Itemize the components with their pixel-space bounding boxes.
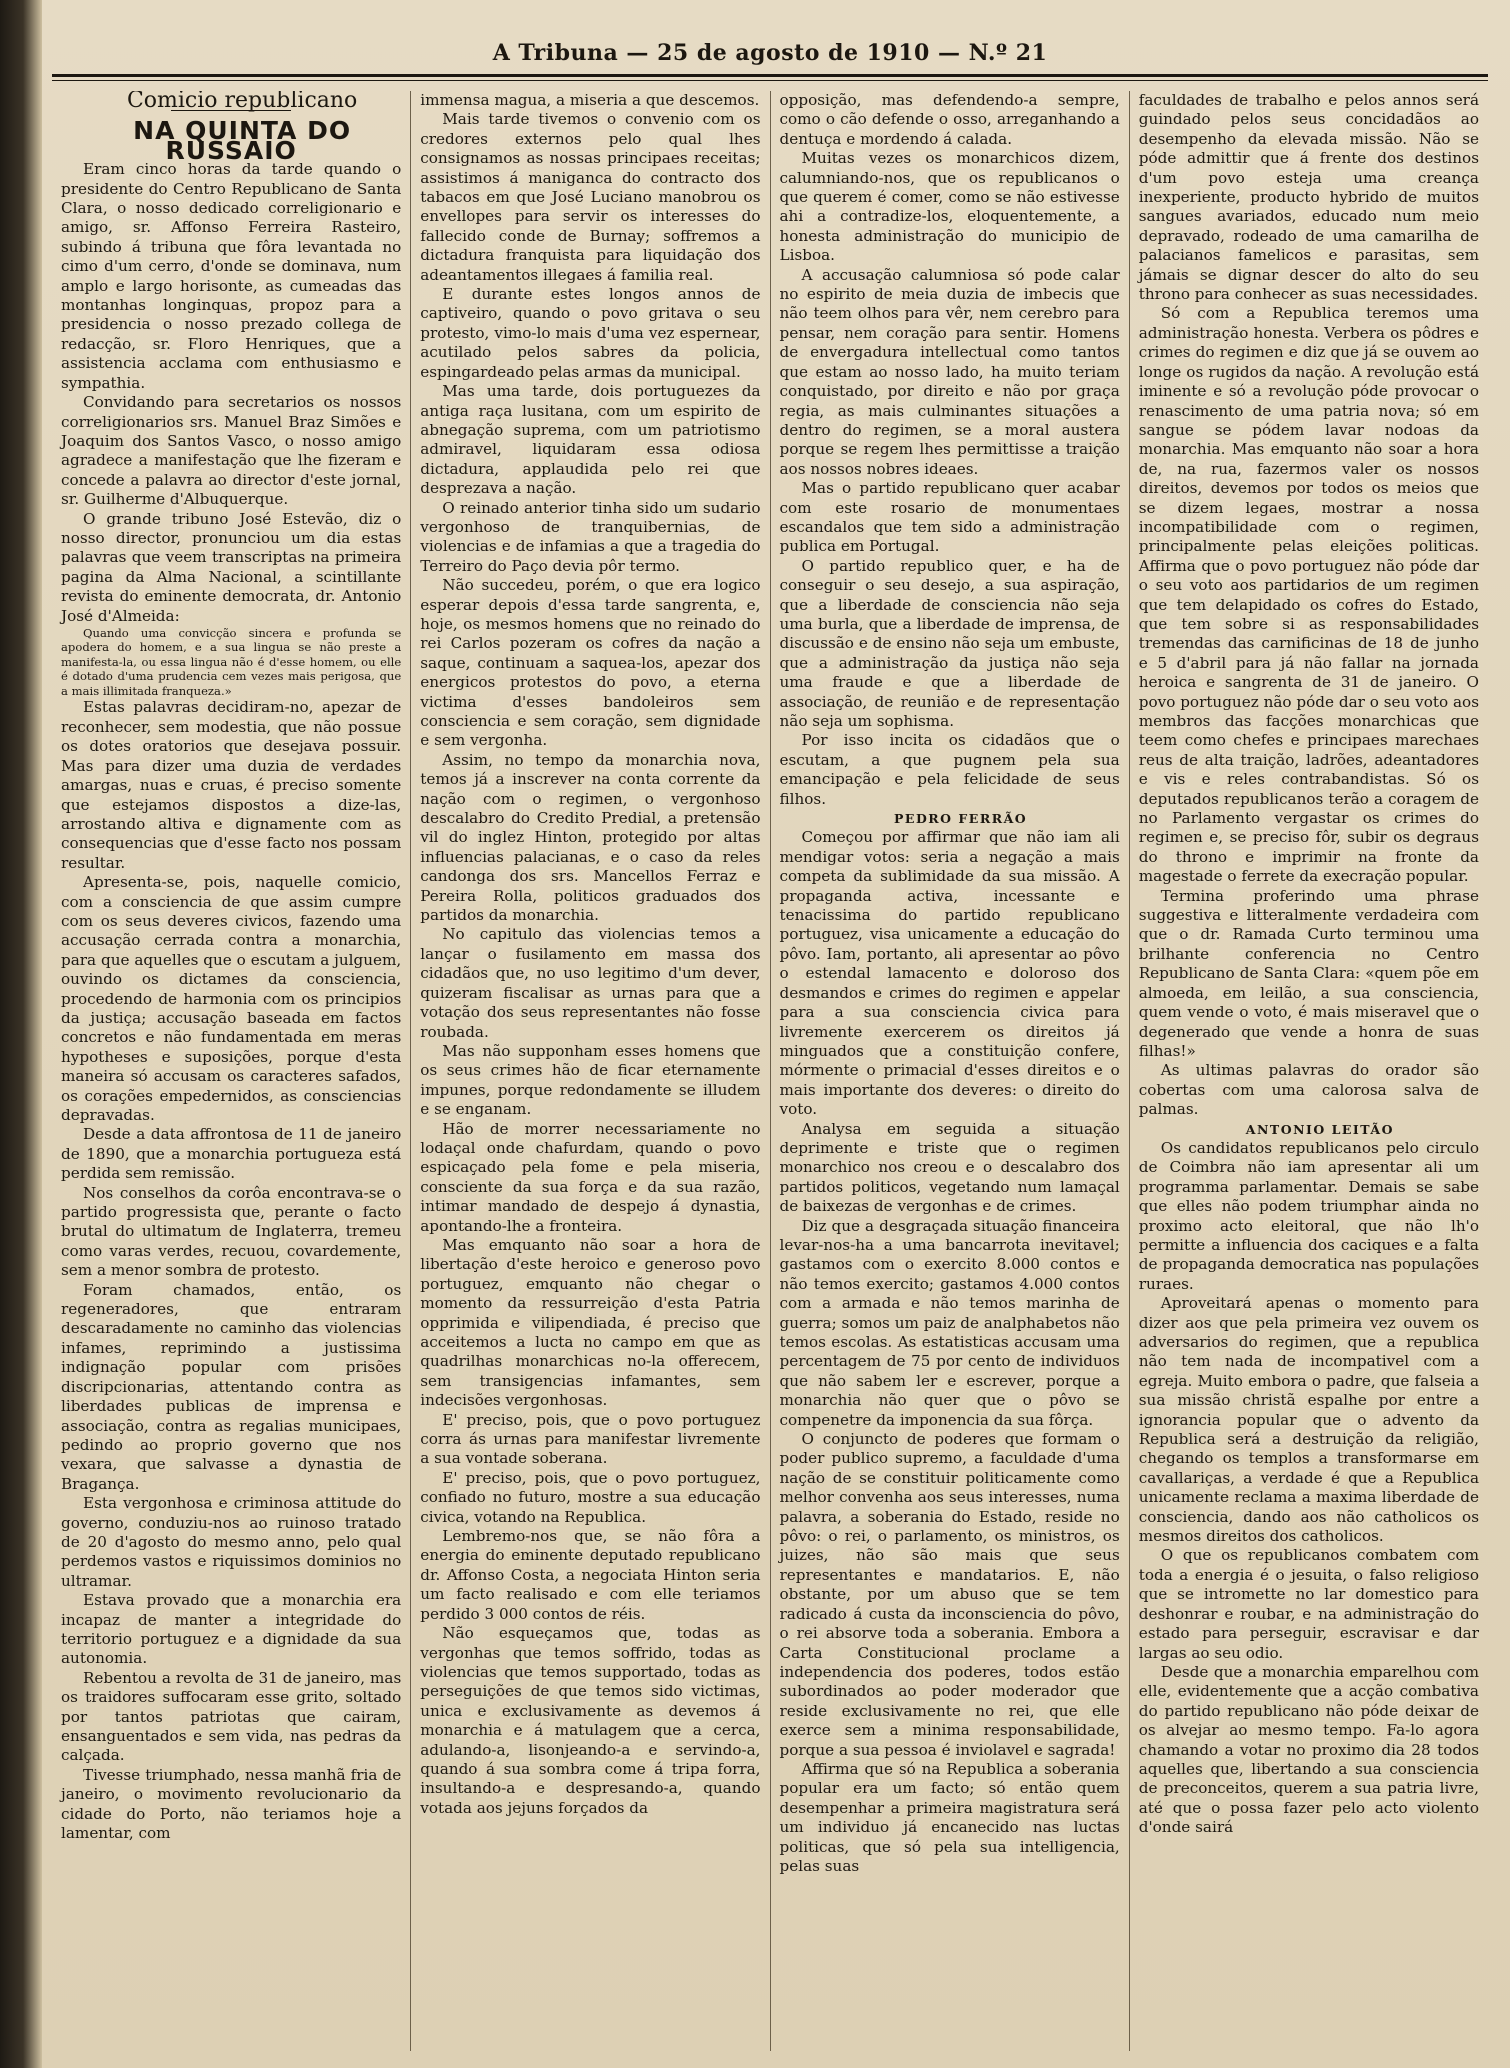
paragraph: Diz que a desgraçada situação financeira levar-nos-ha a uma bancarrota inevitavel; gastamos com o exercito 8.000 contos e não temos exercito; gastamos 4.000 contos com a armada e não temos marinha de guerra; somos um paiz de analphabetos não temos escolas. As estatisticas accusam uma percentagem de 75 por cento de individuos que não sabem ler e escrever, porque a monarchia não quer que o pôvo se compenetre da imponencia da sua fôrça. [779,1216,1120,1429]
paragraph: Desde a data affrontosa de 11 de janeiro de 1890, que a monarchia portugueza está perdida sem remissão. [61,1125,402,1183]
paragraph: Lembremo-nos que, se não fôra a energia do eminente deputado republicano dr. Affonso Costa, a negociata Hinton seria um facto realisado e com elle teriamos perdido 3 000 contos de réis. [420,1527,761,1623]
paragraph: O que os republicanos combatem com toda a energia é o jesuita, o falso religioso que se intromette no lar domestico para deshonrar e roubar, e na administração do estado para perseguir, escravisar e dar largas ao seu odio. [1138,1546,1479,1662]
paragraph: Nos conselhos da corôa encontrava-se o partido progressista que, perante o facto brutal do ultimatum de Inglaterra, tremeu como varas verdes, recuou, covardemente, sem a menor sombra de protesto. [61,1183,402,1280]
paragraph: No capitulo das violencias temos a lançar o fusilamento em massa dos cidadãos que, no uso legitimo d'um dever, quizeram fiscalisar as urnas para que a votação dos seus representantes não fosse roubada. [420,925,761,1041]
paragraph: O partido republico quer, e ha de conseguir o seu desejo, a sua aspiração, que a liberdade de consciencia não seja uma burla, que a liberdade de imprensa, de discussão e de ensino não seja um embuste, que a administração da justiça não seja uma fraude e que a liberdade de associação, de reunião e de representação não seja um sophisma. [779,556,1120,730]
paragraph: E' preciso, pois, que o povo portuguez corra ás urnas para manifestar livremente a sua vontade soberana. [420,1410,761,1468]
paragraph: Não esqueçamos que, todas as vergonhas que temos soffrido, todas as violencias que temos supportado, todas as perseguições de que temos sido victimas, unica e exclusivamente as devemos á monarchia e á matulagem que a cerca, adulando-a, lisonjeando-a e servindo-a, quando á sua sombra come á tripa forra, insultando-a e despresando-a, quando votada aos jejuns forçados da [420,1624,761,1817]
paragraph: Muitas vezes os monarchicos dizem, calumniando-nos, que os republicanos o que querem é comer, como se não estivesse ahi a contradize-los, eloquentemente, a honesta administração do municipio de Lisboa. [779,149,1120,265]
paragraph: O conjuncto de poderes que formam o poder publico supremo, a faculdade d'uma nação de se constituir politicamente como melhor convenha aos seus interesses, numa palavra, a soberania do Estado, reside no pôvo: o rei, o parlamento, os ministros, os juizes, não são mais que seus representantes e mandatarios. E, não obstante, por um abuso que se tem radicado á custa da inconsciencia do pôvo, o rei absorve toda a soberania. Embora a Carta Constitucional proclame a independencia dos poderes, todos estão subordinados ao poder moderador que reside exclusivamente no rei, que elle exerce sem a minima responsabilidade, porque a sua pessoa é inviolavel e sagrada! [779,1430,1120,1759]
block-quote: Quando uma convicção sincera e profunda se apodera do homem, e a sua lingua se não preste a manifesta-la, ou essa lingua não é d'esse homem, ou elle é dotado d'uma prudencia cem vezes mais perigosa, que a mais illimitada franqueza.» [61,625,402,698]
paragraph: Por isso incita os cidadãos que o escutam, a que pugnem pela sua emancipação e pela felicidade de seus filhos. [779,731,1120,808]
paragraph: As ultimas palavras do orador são cobertas com uma calorosa salva de palmas. [1138,1061,1479,1119]
paragraph: Mais tarde tivemos o convenio com os credores externos pelo qual lhes consignamos as nossas principaes receitas; assistimos á maniganca do contracto dos tabacos em que José Luciano manobrou os envellopes para servir os interesses do fallecido conde de Burnay; soffremos a dictadura franquista para liquidação dos adeantamentos illegaes á familia real. [420,110,761,284]
paragraph: Affirma que só na Republica a soberania popular era um facto; só então quem desempenhar a primeira magistratura será um individuo já encanecido nas luctas politicas, que só pela sua intelligencia, pelas suas [779,1759,1120,1875]
column-3 [771,91,1130,2051]
paragraph: Esta vergonhosa e criminosa attitude do governo, conduziu-nos ao ruinoso tratado de 20 d'agosto do mesmo anno, pelo qual perdemos vastos e riquissimos dominios no ultramar. [61,1494,402,1590]
paragraph: Só com a Republica teremos uma administração honesta. Verbera os pôdres e crimes do regimen e diz que já se ouvem ao longe os rugidos da nação. A revolução está iminente e só a revolução póde provocar o renascimento de uma patria nova; só em sangue se pódem lavar nodoas da monarchia. Mas emquanto não soar a hora de, na rua, fazermos valer os nossos direitos, devemos por todos os meios que se dizem legaes, mostrar a nossa incompatibilidade com o regimen, principalmente pelas eleições politicas. Affirma que o povo portuguez não póde dar o seu voto aos partidarios de um regimen que tem delapidado os cofres do Estado, que tem sobre si as responsabilidades tremendas das carnificinas de 18 de junho e 5 d'abril para já não fallar na jornada heroica e sangrenta de 31 de janeiro. O povo portuguez não póde dar o seu voto aos membros das facções monarchicas que teem como chefes e principaes marechaes reus de alta traição, ladrões, adeantadores e vis e reles contrabandistas. Só os deputados republicanos terão a coragem de no Parlamento vergastar os crimes do regimen e, se preciso fôr, subir os degraus do throno e imprimir na fronte da magestade o ferrete da execração popular. [1138,304,1479,886]
article-columns [52,91,1488,2051]
paragraph: E durante estes longos annos de captiveiro, quando o povo gritava o seu protesto, vimo-lo mais d'uma vez espernear, acutilado pelos sabres da policia, espingardeado pelas armas da municipal. [420,285,761,381]
paragraph: Eram cinco horas da tarde quando o presidente do Centro Republicano de Santa Clara, o nosso dedicado correligionario e amigo, sr. Affonso Ferreira Rasteiro, subindo á tribuna que fôra levantada no cimo d'um cerro, d'onde se dominava, num amplo e largo horisonte, as cumeadas das montanhas longinquas, propoz para a presidencia o nosso prezado collega de redacção, sr. Floro Henriques, que a assistencia acclama com enthusiasmo e sympathia. [61,160,402,392]
column-1 [52,91,411,2051]
paragraph: Mas não supponham esses homens que os seus crimes hão de ficar eternamente impunes, porque redondamente se illudem e se enganam. [420,1041,761,1119]
paragraph: Apresenta-se, pois, naquelle comicio, com a consciencia de que assim cumpre com os seus deveres civicos, fazendo uma accusação cerrada contra a monarchia, para que aquelles que o escutam a julguem, ouvindo os dictames da consciencia, procedendo de harmonia com os principios da justiça; accusação baseada em factos concretos e não fundamentada em meras hypotheses e suposições, porque d'esta maneira só accusam os caracteres safados, os corações empedernidos, as consciencias depravadas. [61,873,402,1124]
paragraph: O grande tribuno José Estevão, diz o nosso director, pronunciou um dia estas palavras que veem transcriptas na primeira pagina da Alma Nacional, a scintillante revista do eminente democrata, dr. Antonio José d'Almeida: [61,509,402,625]
masthead: A Tribuna — 25 de agosto de 1910 — N.º 21 [52,40,1488,77]
paragraph: faculdades de trabalho e pelos annos será guindado pelos seus concidadãos ao desempenho da elevada missão. Não se póde admittir que á frente dos destinos d'um povo esteja uma creança inexperiente, producto hybrido de muitos sangues avariados, educado num meio depravado, rodeado de uma camarilha de palacianos famelicos e parasitas, sem jámais se dignar descer do alto do seu throno para conhecer as suas necessidades. [1138,91,1479,304]
paragraph: Hão de morrer necessariamente no lodaçal onde chafurdam, quando o povo espicaçado pela fome e pela miseria, consciente da sua força e da sua razão, intimar mandado de despejo á dynastia, apontando-lhe a fronteira. [420,1119,761,1235]
paragraph: Desde que a monarchia emparelhou com elle, evidentemente que a acção combativa do partido republicano não póde deixar de os alvejar ao mesmo tempo. Fa-lo agora chamando a votar no proximo dia 28 todos aquelles que, libertando a sua consciencia de preconceitos, querem a sua patria livre, até que o possa fazer pelo acto violento d'onde sairá [1138,1662,1479,1837]
paragraph: Tivesse triumphado, nessa manhã fria de janeiro, o movimento revolucionario da cidade do Porto, não teriamos hoje a lamentar, com [61,1765,402,1843]
paragraph: Convidando para secretarios os nossos correligionarios srs. Manuel Braz Simões e Joaquim dos Santos Vasco, o nosso amigo agradece a manifestação que lhe fizeram e concede a palavra ao director d'este jornal, sr. Guilherme d'Albuquerque. [61,393,402,509]
paragraph: Não succedeu, porém, o que era logico esperar depois d'essa tarde sangrenta, e, hoje, os mesmos homens que no reinado do rei Carlos pozeram os cofres da nação a saque, continuam a saquea-los, apezar dos energicos protestos do povo, a eterna victima d'esses bandoleiros sem consciencia e sem coração, sem dignidade e sem vergonha. [420,576,761,750]
paragraph: opposição, mas defendendo-a sempre, como o cão defende o osso, arreganhando a dentuça e mordendo á calada. [779,91,1120,148]
paragraph: Rebentou a revolta de 31 de janeiro, mas os traidores suffocaram esse grito, soltado por tantos patriotas que cairam, ensanguentados e sem vida, nas pedras da calçada. [61,1668,402,1765]
paragraph: O reinado anterior tinha sido um sudario vergonhoso de tranquibernias, de violencias e de infamias a que a tragedia do Terreiro do Paço devia pôr termo. [420,498,761,575]
paragraph: Analysa em seguida a situação deprimente e triste que o regimen monarchico nos creou e o descalabro dos partidos politicos, vegetando num lamaçal de baixezas de vergonhas e de crimes. [779,1119,1120,1216]
column-2 [411,91,770,2051]
speaker-byline: ANTONIO LEITÃO [1245,1121,1394,1137]
paragraph: A accusação calumniosa só pode calar no espirito de meia duzia de imbecis que não teem olhos para vêr, nem cerebro para pensar, nem coração para sentir. Homens de envergadura intellectual como tantos que estam ao nosso lado, ha muito teriam conquistado, por direito e não por graça regia, as mais culminantes situações a dentro do regimen, se a moral austera porque se regem lhes permittisse a traição aos nossos nobres ideaes. [779,265,1120,478]
paragraph: Mas uma tarde, dois portuguezes da antiga raça lusitana, com um espirito de abnegação suprema, com um patriotismo admiravel, liquidaram essa odiosa dictadura, applaudida pelo rei que desprezava a nação. [420,382,761,498]
section-title: Comicio republicano [126,91,358,113]
column-4 [1130,91,1488,2051]
paragraph: Foram chamados, então, os regeneradores, que entraram descaradamente no caminho das violencias infames, reprimindo a justissima indignação popular com prisões discripcionarias, attentando contra as liberdades publicas de imprensa e associação, contra as regalias municipaes, pedindo ao proprio governo que nos vexara, que salvasse a dynastia de Bragança. [61,1280,402,1493]
paragraph: Assim, no tempo da monarchia nova, temos já a inscrever na conta corrente da nação com o regimen, o vergonhoso descalabro do Credito Predial, a pretensão vil do inglez Hinton, protegido por altas influencias palacianas, e o caso da reles candonga dos srs. Mancellos Ferraz e Pereira Rolla, politicos graduados dos partidos da monarchia. [420,750,761,925]
paragraph: Estava provado que a monarchia era incapaz de manter a integridade do territorio portuguez e a dignidade da sua autonomia. [61,1591,402,1668]
paragraph: Os candidatos republicanos pelo circulo de Coimbra não iam apresentar ali um programma parlamentar. Demais se sabe que elles não podem triumphar ainda no proximo acto eleitoral, que não lh'o permitte a influencia dos caciques e a falta de propaganda democratica nas populações ruraes. [1138,1138,1479,1293]
paragraph: Mas o partido republicano quer acabar com este rosario de monumentaes escandalos que tem sido a administração publica em Portugal. [779,479,1120,556]
paragraph: Estas palavras decidiram-no, apezar de reconhecer, sem modestia, que não possue os dotes oratorios que desejava possuir. Mas para dizer uma duzia de verdades amargas, nuas e cruas, é preciso somente que estejamos dispostos a dize-las, arrostando altiva e dignamente com as consequencias que d'esse facto nos possam resultar. [61,698,402,872]
paragraph: Começou por affirmar que não iam ali mendigar votos: seria a negação a mais competa da sublimidade da sua missão. A propaganda activa, incessante e tenacissima do partido republicano portuguez, visa unicamente a educação do pôvo. Iam, portanto, ali apresentar ao pôvo o estendal lamacento e doloroso dos desmandos e crimes do regimen e appelar para a sua consciencia civica para livremente exercerem os direitos já minguados que a constituição confere, mórmente o primacial d'esses direitos e o mais importante dos deveres: o direito do voto. [779,828,1120,1119]
paragraph: Mas emquanto não soar a hora de libertação d'este heroico e generoso povo portuguez, emquanto não chegar o momento da ressurreição d'esta Patria opprimida e vilipendiada, é preciso que acceitemos a lucta no campo em que as quadrilhas monarchicas no-la offerecem, sem transigencias infamantes, sem indecisões vergonhosas. [420,1235,761,1410]
speaker-byline: PEDRO FERRÃO [894,811,1028,827]
paragraph: E' preciso, pois, que o povo portuguez, confiado no futuro, mostre a sua educação civica, votando na Republica. [420,1468,761,1526]
paragraph: Aproveitará apenas o momento para dizer aos que pela primeira vez ouvem os adversarios do regimen, que a republica não tem nada de incompativel com a egreja. Muito embora o padre, que falseia a sua missão christã espalhe por entre a ignorancia popular que o advento da Republica será a destruição da religião, chegando os templos a transformarse em cavallariças, a verdade é que a Republica unicamente reclama a maxima liberdade de consciencia, dando aos não catholicos os mesmos direitos dos catholicos. [1138,1294,1479,1546]
paragraph: Termina proferindo uma phrase suggestiva e litteralmente verdadeira com que o dr. Ramada Curto terminou uma brilhante conferencia no Centro Republicano de Santa Clara: «quem põe em almoeda, em leilão, a sua consciencia, quem vende o voto, é mais miseravel que o degenerado que vende a honra de suas filhas!» [1138,886,1479,1060]
article-headline: NA QUINTA DO RUSSAIO [133,116,352,165]
paragraph: immensa magua, a miseria a que descemos. [420,91,760,109]
